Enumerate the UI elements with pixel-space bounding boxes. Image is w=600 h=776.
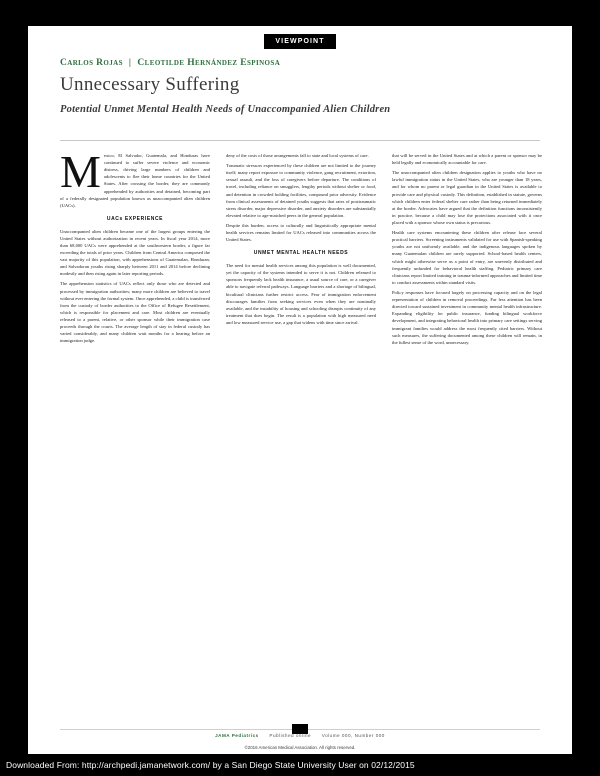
footer-journal-info: [60, 733, 540, 738]
paragraph: Traumatic stressors experienced by these children are not limited to the journey itself; many report exposure to community violence, gang recruitment, extortion, sexual assault, and the loss of caregivers before departure. The conditions of travel, including reliance on smugglers, lengthy periods without shelter or food, and detention in crowded holding facilities, compound prior adversity. Evidence from clinical assessments of detained youths suggests that rates of posttraumatic stress disorder, major depressive disorder, and anxiety disorders are substantially elevated relative to age-matched peers in the general population.: [226, 163, 376, 218]
author-separator: |: [128, 58, 132, 68]
paragraph: Despite this burden, access to culturally and linguistically appropriate mental health services remains limited for UACs released into communities across the United States.: [226, 222, 376, 243]
drop-cap: M: [60, 152, 101, 197]
column-2: [226, 152, 376, 727]
article-body: [60, 152, 542, 727]
page-left-border: [0, 0, 28, 776]
paragraph: that will be served in the United States and at which a parent or sponsor may be held legally and economically accountable for care.: [392, 153, 542, 166]
header-divider: [60, 140, 540, 141]
paragraph: The need for mental health services among this population is well documented, yet the capacity of the systems intended to serve it is not. Children released to sponsors frequently lack health insurance, a usual source of care, or a caregiver able to navigate referral pathways. Language barriers and a shortage of bilingual, bicultural clinicians further restrict access. Fear of immigration enforcement discourages families from seeking services even when they are nominally available, and the instability of housing and schooling disrupts continuity of any treatment that does begin. The result is a population with high measured need and low measured service use, a gap that widens with time since arrival.: [226, 263, 376, 325]
page-title: Unnecessary Suffering: [60, 74, 240, 95]
footer-journal-name: JAMA Pediatrics: [215, 733, 259, 738]
section-heading-unmet-needs: UNMET MENTAL HEALTH NEEDS: [253, 250, 349, 257]
footer-copyright: ©2016 American Medical Association. All rights reserved.: [244, 745, 356, 750]
column-1: [60, 152, 210, 727]
footer-volume-info: Volume 000, Number 000: [321, 733, 385, 738]
download-source-banner: Downloaded From: http://archpedi.jamanetwork.com/ by a San Diego State University User on 02/12/2015: [0, 754, 600, 776]
paragraph: Health care systems encountering these children after release face several practical barriers. Screening instruments validated for use with Spanish-speaking youths are not uniformly available, and the indigenous languages spoken by many Guatemalan children are rarely supported. School-based health centers, which might otherwise serve as a point of entry, are unevenly distributed and frequently unfunded for behavioral health staffing. Pediatric primary care clinicians report limited training in trauma-informed approaches and limited time to conduct assessments within standard visits.: [392, 230, 542, 285]
article-header: [60, 58, 540, 115]
page-right-border: [572, 0, 600, 776]
paragraph: [60, 152, 210, 209]
viewpoint-badge: VIEWPOINT: [264, 34, 336, 49]
paragraph: Policy responses have focused largely on processing capacity and on the legal representation of children in removal proceedings. Far less attention has been directed toward sustained investment in community mental health infrastructure. Expanding eligibility for public insurance, funding bilingual workforce development, and integrating behavioral health into primary care settings serving immigrant families would address the most frequently cited barriers. Without such measures, the suffering documented among these children will remain, in the fullest sense of the word, unnecessary.: [392, 289, 542, 345]
paragraph-text: exico, El Salvador, Guatemala, and Honduras have continued to suffer severe violence and economic distress, driving large numbers of children and adolescents to flee their home countries for the United States. After crossing the border, they are commonly apprehended by authorities and detained, becoming part of a federally designated population known as unaccompanied alien children (UACs).: [60, 153, 210, 208]
section-heading-uacs-experience: UACs EXPERIENCE: [106, 215, 164, 222]
author-line: [60, 58, 540, 68]
page-top-border: [0, 0, 600, 26]
column-3: [392, 152, 542, 727]
paragraph: Unaccompanied alien children became one of the largest groups entering the United States without authorization in recent years. In fiscal year 2014, more than 68,000 UACs were apprehended at the southwestern border, a figure far exceeding the totals of prior years. Children from Central America composed the vast majority of this population, with apprehensions of Guatemalan, Honduran, and Salvadoran youths rising sharply between 2011 and 2014 before declining modestly and then rising again in later reporting periods.: [60, 228, 210, 277]
paragraph: The unaccompanied alien children designation applies to youths who have no lawful immigration status in the United States, who are younger than 18 years, and for whom no parent or legal guardian in the United States is available to provide care and physical custody. This definition, established in statute, governs which children enter federal shelter care rather than being returned immediately at the border. Advocates have argued that the definition functions inconsistently in practice, because a child may lose the protections associated with it once placed with a sponsor whose own status is precarious.: [392, 170, 542, 225]
article-subtitle: Potential Unmet Mental Health Needs of Unaccompanied Alien Children: [60, 104, 391, 115]
paragraph: The apprehension statistics of UACs reflect only those who are detected and processed by immigration authorities; many more children are believed to travel without ever entering the formal system. Once apprehended, a child is transferred from the custody of border authorities to the Office of Refugee Resettlement, which is responsible for placement and care. Most children are eventually released to a parent, relative, or other sponsor while their immigration case proceeds through the courts. The average length of stay in federal custody has varied considerably, and many children wait months for a hearing before an immigration judge.: [60, 281, 210, 344]
author-1: Carlos Rojas: [60, 58, 123, 68]
paragraph: deny of the costs of those arrangements fall to state and local systems of care.: [226, 153, 369, 158]
footer-publish-state: Published online: [269, 733, 312, 738]
author-2: Cleotilde Hernández Espinosa: [137, 58, 281, 68]
